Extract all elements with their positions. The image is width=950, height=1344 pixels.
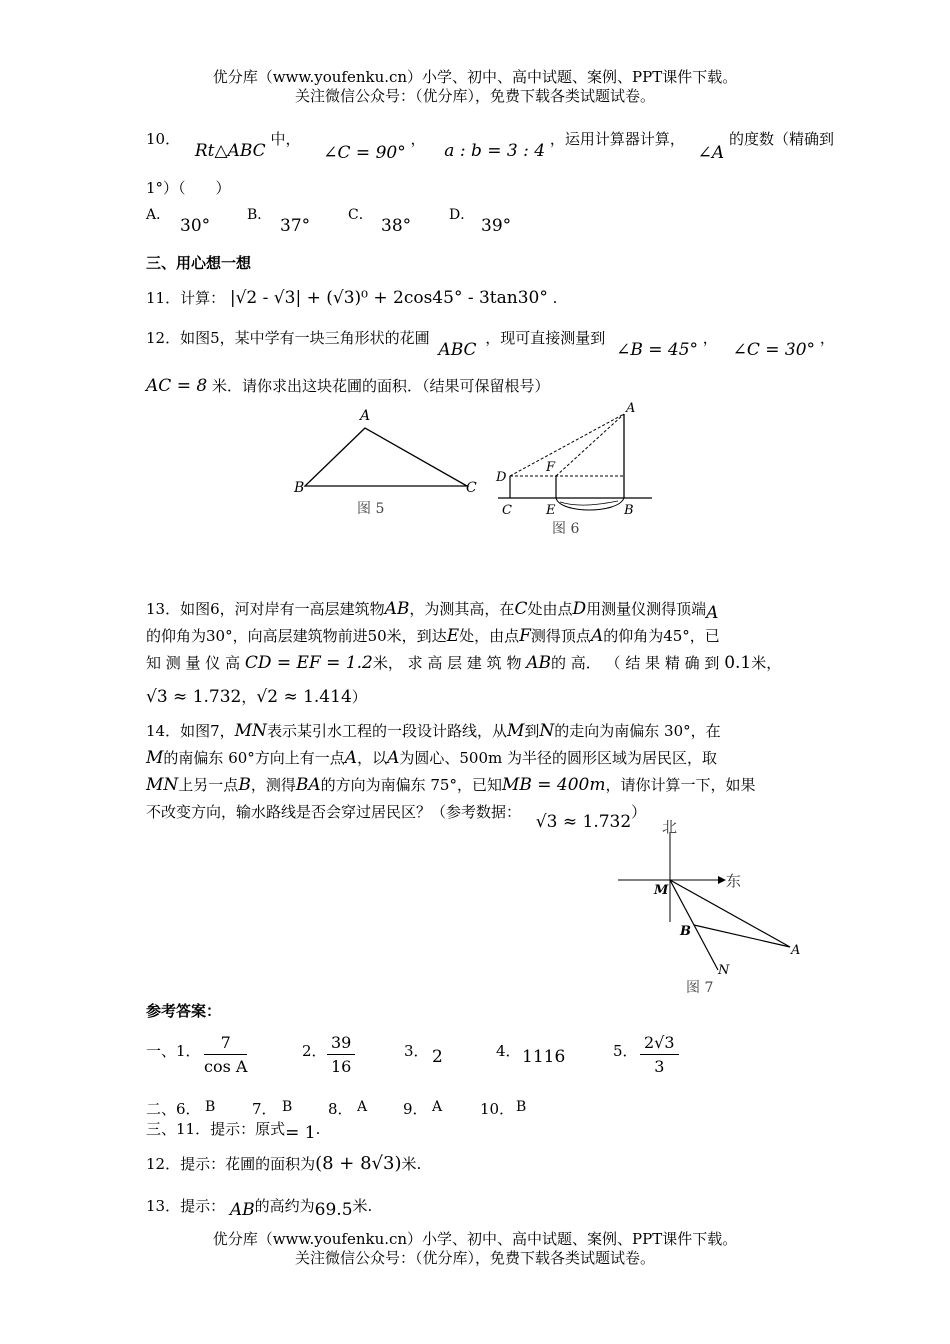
math-expr: A [590,626,604,646]
line-ba [694,925,790,947]
math-expr: √3 ≈ 1.732 [146,687,242,707]
question-13-line-3 [146,652,781,674]
question-13-line-1 [146,598,719,623]
math-expr: Rt△ABC [194,141,266,161]
label-b: B [680,924,691,939]
answer-3-label: 3． [404,1042,429,1060]
math-expr: AB [526,653,552,673]
footer-line-2: 关注微信公众号：（优分库），免费下载各类试题试卷。 [294,1249,655,1267]
text: 米. [401,1155,422,1173]
math-expr: 69.5 [314,1200,353,1220]
math-expr: ∠A [697,143,725,163]
answer-1-fraction [204,1033,247,1076]
math-expr: MN [234,721,267,741]
denominator: cos A [204,1057,248,1076]
label-c: C [502,503,512,518]
answers-title: 参考答案： [146,1002,222,1020]
label-c: C [466,480,477,496]
label-a: A [626,401,636,416]
text: ，现可直接测量到 [485,329,606,347]
text: . [552,289,558,307]
text: 用测量仪测得顶端 [586,600,707,618]
answer-6-label: 二、6． [146,1100,201,1118]
answer-1-label: 一、1． [146,1042,201,1060]
numerator: 7 [204,1033,247,1055]
question-number: 10． [146,130,181,148]
sight-line-f [556,414,624,476]
label-a: A [791,943,801,958]
math-expr: A [344,748,358,768]
question-10-line-2: 1°）（ ） [146,179,231,197]
question-12-line-2 [146,375,549,397]
label-e: E [546,503,556,518]
text: ） [351,688,367,706]
question-14-line-3 [146,774,756,796]
question-10-line-1 [146,128,834,163]
answer-9-label: 9． [403,1100,428,1118]
answer-10-label: 10． [480,1100,515,1118]
math-expr: = 1 [285,1123,316,1143]
answer-8-label: 8． [328,1100,353,1118]
text: 上另一点 [178,776,239,794]
numerator: 39 [327,1033,355,1055]
text: 测得顶点 [530,627,591,645]
text: 的高约为 [254,1197,315,1215]
math-expr: ∠C = 90° [323,143,406,163]
sight-line-d [510,414,624,476]
text: 12．提示：花圃的面积为 [146,1155,316,1173]
math-expr: AB [384,599,410,619]
section-3-title: 三、用心想一想 [146,254,252,272]
text: 的仰角为45°，已 [603,627,720,645]
text: 中， [270,130,301,148]
answer-12 [146,1153,421,1175]
figure-7 [610,810,815,1000]
question-14-line-4 [146,801,647,832]
triangle-abc [305,428,467,486]
label-a: A [360,408,371,424]
text: ， [241,688,257,706]
question-14-line-2 [146,747,717,769]
math-expr: |√2 - √3| + (√3)⁰ + 2cos45° - 3tan30° [229,288,548,308]
answer-2-fraction [327,1033,355,1076]
north-label: 北 [662,818,678,836]
option-a-value: 30° [180,216,211,236]
option-c-label: C． [348,207,373,223]
option-a-label: A． [146,207,171,223]
label-b: B [624,503,634,518]
text: 13．如图6，河对岸有一高层建筑物 [146,600,385,618]
figure-5 [280,400,490,530]
text: 处，由点 [459,627,520,645]
text: 的度数（精确到 [728,130,834,148]
east-arrow-icon [718,876,726,884]
math-expr: F [519,626,531,646]
question-11 [146,287,557,309]
math-expr: M [146,748,164,768]
answer-10-value: B [516,1099,527,1115]
answer-5-fraction [640,1033,679,1076]
question-13-line-2 [146,625,720,647]
answer-7-value: B [282,1099,293,1115]
math-expr: N [539,721,555,741]
denominator: 3 [654,1057,665,1076]
text: ，以 [357,749,388,767]
option-d-label: D． [449,207,475,223]
question-13-line-4 [146,686,367,708]
math-expr: √2 ≈ 1.414 [256,687,352,707]
option-b-value: 37° [280,216,311,236]
text: ，为测其高，在 [409,600,515,618]
text: 处由点 [527,600,573,618]
math-expr: BA [295,775,321,795]
math-expr: A [706,603,719,623]
answer-8-value: A [357,1099,368,1115]
answer-3-value: 2 [432,1047,443,1067]
text: ， [819,329,835,347]
text: 米， 求 高 层 建 筑 物 [372,654,522,672]
label-m: M [654,883,669,898]
text: ， [410,130,426,148]
text: ， [702,329,718,347]
east-label: 东 [726,872,742,890]
header-line-2: 关注微信公众号：（优分库），免费下载各类试题试卷。 [294,87,655,105]
math-expr: CD = EF = 1.2 [244,653,373,673]
answer-6-value: B [205,1099,216,1115]
answer-4-value: 1116 [522,1047,566,1067]
text: 不改变方向，输水路线是否会穿过居民区？（参考数据： [146,803,522,821]
river-shape [556,498,624,510]
answer-13 [146,1195,373,1220]
label-b: B [294,480,305,496]
numerator: 2√3 [640,1033,679,1055]
text: 米， [751,654,782,672]
option-b-label: B． [247,207,272,223]
option-c-value: 38° [381,216,412,236]
math-expr: C [514,599,528,619]
answer-7-label: 7． [252,1100,277,1118]
text: 米．请你求出这块花圃的面积．（结果可保留根号） [211,377,550,395]
label-n: N [718,963,730,978]
text: 米. [352,1197,373,1215]
math-expr: M [506,721,525,741]
figure-5-caption: 图 5 [357,501,385,517]
math-expr: B [238,775,251,795]
math-expr: ABC [438,340,477,360]
figure-6 [490,396,660,541]
math-expr: ∠B = 45° [616,340,699,360]
text: 的走向为南偏东 30°，在 [554,722,721,740]
answer-9-value: A [432,1099,443,1115]
math-expr: ∠C = 30° [732,340,816,360]
label-f: F [546,460,556,475]
text: ，运用计算器计算， [549,130,685,148]
header-line-1: 优分库（www.youfenku.cn）小学、初中、高中试题、案例、PPT课件下载。 [212,68,738,86]
figure-6-caption: 图 6 [552,521,580,537]
answer-4-label: 4． [496,1042,521,1060]
text: 到 [524,722,540,740]
question-14-line-1 [146,720,721,742]
math-expr: MB = 400m [501,775,606,795]
text: 为圆心、500m 为半径的圆形区域为居民区，取 [399,749,717,767]
label-d: D [496,470,507,485]
text: 的仰角为30°，向高层建筑物前进50米，到达 [146,627,447,645]
math-expr: AB [229,1200,255,1220]
text: 13．提示： [146,1197,226,1215]
denominator: 16 [331,1057,352,1076]
question-12-line-1 [146,327,835,360]
text: 12．如图5，某中学有一块三角形状的花圃 [146,329,430,347]
math-expr: D [572,599,587,619]
option-d-value: 39° [481,216,512,236]
river-wave [560,501,618,505]
text: 14．如图7， [146,722,235,740]
text: 表示某引水工程的一段设计路线，从 [266,722,507,740]
text: 的南偏东 60°方向上有一点 [163,749,345,767]
text: 知 测 量 仪 高 [146,654,241,672]
math-expr: (8 + 8√3) [315,1153,402,1174]
text: 的 高． （ 结 果 精 确 到 [551,654,720,672]
text: . [315,1120,321,1138]
text: ） [631,803,647,821]
footer-line-1: 优分库（www.youfenku.cn）小学、初中、高中试题、案例、PPT课件下载。 [212,1230,738,1248]
math-expr: E [446,626,460,646]
math-expr: AC = 8 [146,376,208,396]
math-expr: MN [146,775,179,795]
text: 三、11．提示：原式 [146,1120,286,1138]
math-expr: √3 ≈ 1.732 [535,812,632,832]
answer-5-label: 5． [613,1042,638,1060]
answer-11 [146,1118,321,1143]
text: ，测得 [250,776,296,794]
math-expr: 0.1 [724,653,752,673]
figure-7-caption: 图 7 [686,980,714,996]
text: 的方向为南偏东 75°，已知 [320,776,502,794]
math-expr: a : b = 3 : 4 [444,141,546,161]
answer-2-label: 2． [302,1042,327,1060]
text: ，请你计算一下，如果 [605,776,756,794]
question-number: 11．计算： [146,289,226,307]
math-expr: A [387,748,400,768]
